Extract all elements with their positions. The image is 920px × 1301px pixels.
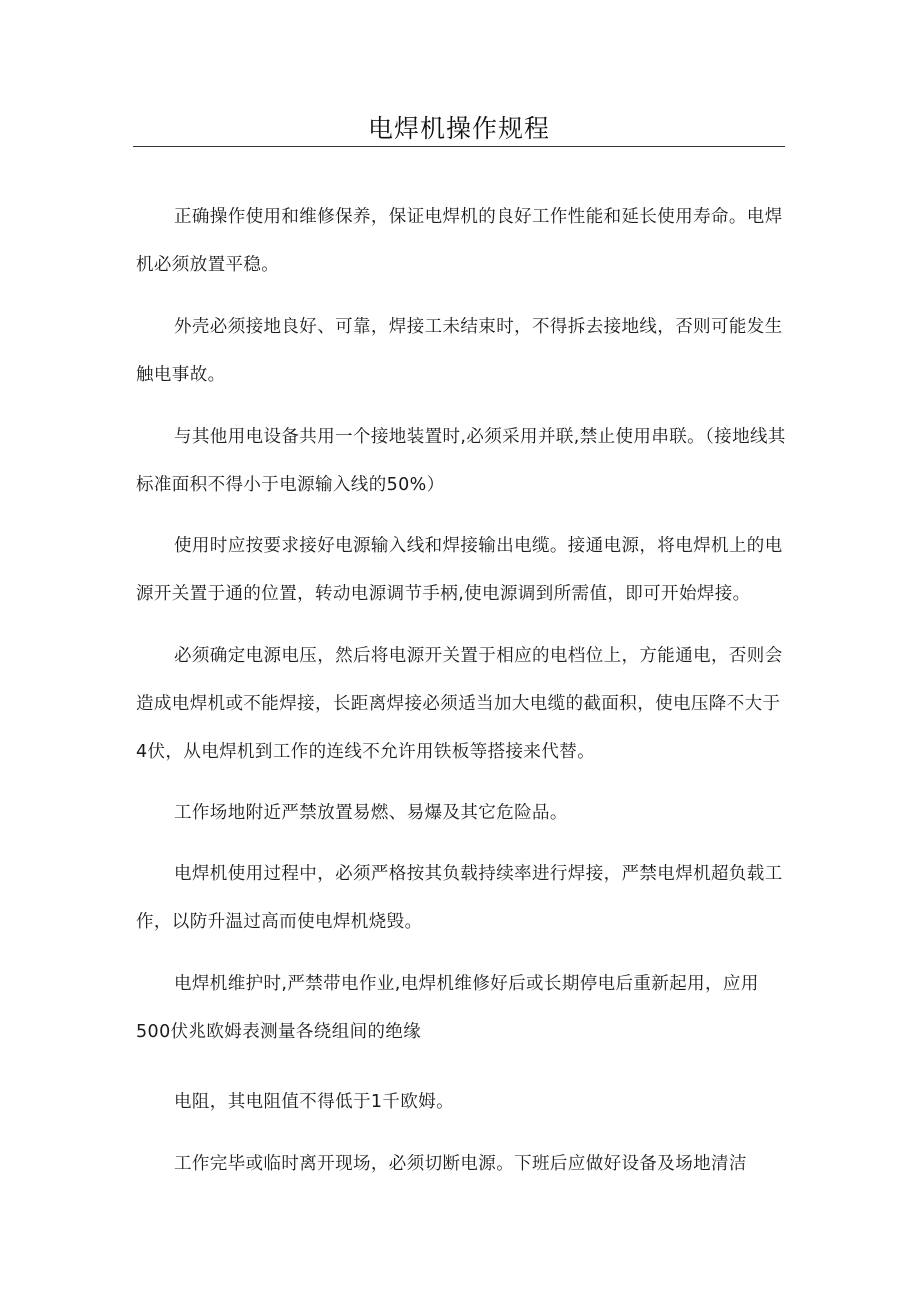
paragraph-1: 正确操作使用和维修保养，保证电焊机的良好工作性能和延长使用寿命。电焊机必须放置平稳。	[136, 207, 783, 275]
paragraph-7: 电焊机使用过程中，必须严格按其负载持续率进行焊接，严禁电焊机超负载工作，以防升温过高而使电焊机烧毁。	[136, 864, 783, 932]
paragraph-5: 必须确定电源电压，然后将电源开关置于相应的电档位上，方能通电，否则会造成电焊机或不能焊接，长距离焊接必须适当加大电缆的截面积，使电压降不大于4伏，从电焊机到工作的连线不允许用铁板等搭接来代替。	[136, 646, 783, 762]
paragraph-2: 外壳必须接地良好、可靠，焊接工未结束时，不得拆去接地线，否则可能发生触电事故。	[136, 317, 783, 385]
paragraph-8: 电焊机维护时,严禁带电作业,电焊机维修好后或长期停电后重新起用，应用500伏兆欧姆表测量各绕组间的绝缘	[136, 974, 759, 1042]
paragraph-4: 使用时应按要求接好电源输入线和焊接输出电缆。接通电源，将电焊机上的电源开关置于通的位置，转动电源调节手柄,使电源调到所需值，即可开始焊接。	[136, 536, 783, 604]
paragraph-10: 工作完毕或临时离开现场，必须切断电源。下班后应做好设备及场地清洁	[174, 1154, 747, 1174]
paragraph-6: 工作场地附近严禁放置易燃、易爆及其它危险品。	[174, 803, 568, 823]
paragraph-9: 电阻，其电阻值不得低于1千欧姆。	[174, 1092, 455, 1112]
document-title: 电焊机操作规程	[367, 114, 550, 143]
title-underline	[133, 146, 785, 147]
paragraph-3: 与其他用电设备共用一个接地装置时,必须采用并联,禁止使用串联。（接地线其标准面积不得小于电源输入线的50%）	[136, 427, 786, 495]
